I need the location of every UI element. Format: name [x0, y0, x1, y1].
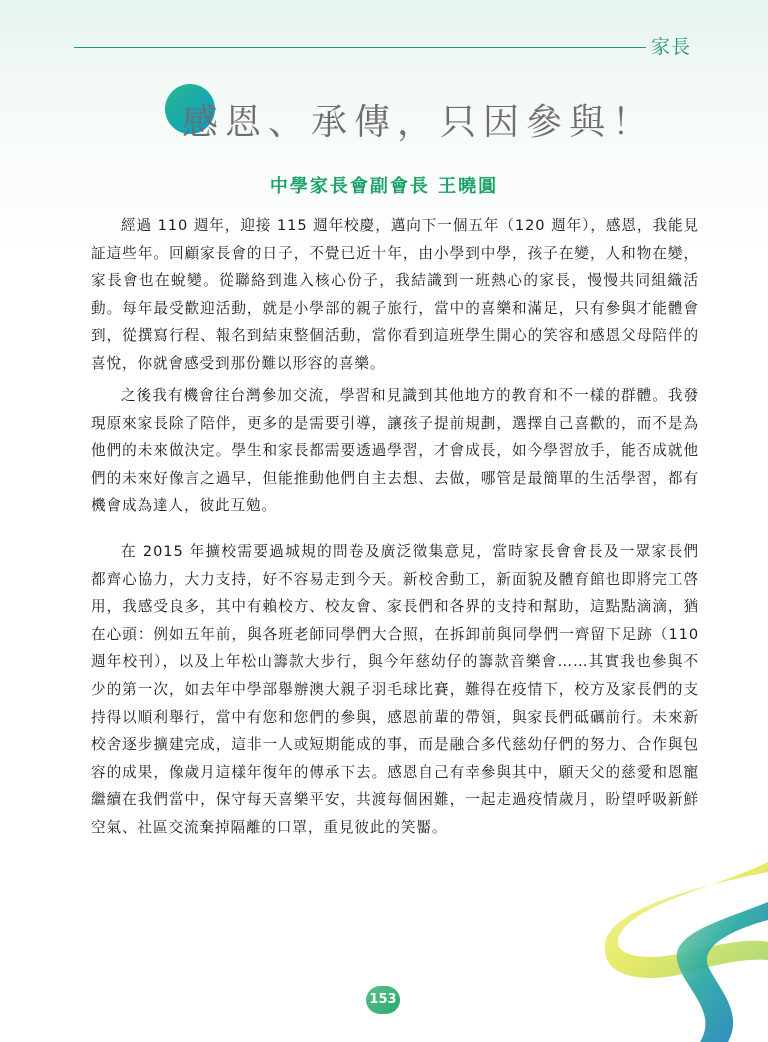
article-title: 感恩、承傳，只因參與！: [182, 102, 656, 143]
article-paragraph-2: 之後我有機會往台灣參加交流，學習和見識到其他地方的教育和不一樣的群體。我發現原來家長除了陪伴，更多的是需要引導，讓孩子提前規劃，選擇自己喜歡的，而不是為他們的未來做決定。學生和家長都需要透過學習，才會成長，如今學習放手，能否成就他們的未來好像言之過早，但能推動他們自主去想、去做，哪管是最簡單的生活學習，都有機會成為達人，彼此互勉。: [91, 387, 699, 515]
article-paragraph-3: 在 2015 年擴校需要過城規的問卷及廣泛徵集意見，當時家長會會長及一眾家長們都齊心協力，大力支持，好不容易走到今天。新校舍動工，新面貌及體育館也即將完工啓用，我感受良多，其中有賴校方、校友會、家長們和各界的支持和幫助，這點點滴滴，猶在心頭：例如五年前，與各班老師同學們大合照，在拆卸前與同學們一齊留下足跡（110 週年校刊），以及上年松山籌款大步行，與今年慈幼仔的籌款音樂會……其實我也參與不少的第一次，如去年中學部舉辦澳大親子羽毛球比賽，難得在疫情下，校方及家長們的支持得以順利舉行，當中有您和您們的參與，感恩前輩的帶領，與家長們砥礪前行。未來新校舍逐步擴建完成，這非一人或短期能成的事，而是融合多代慈幼仔們的努力、合作與包容的成果，像歲月這樣年復年的傳承下去。感恩自己有幸參與其中，願天父的慈愛和恩寵繼續在我們當中，保守每天喜樂平安，共渡每個困難，一起走過疫情歲月，盼望呼吸新鮮空氣、社區交流棄掉隔離的口罩，重見彼此的笑靨。: [91, 543, 699, 836]
header-rule: [74, 47, 646, 48]
article-author: 中學家長會副會長 王曉圓: [269, 176, 499, 197]
article-paragraph-1: 經過 110 週年，迎接 115 週年校慶，邁向下一個五年（120 週年），感恩，我能見証這些年。回顧家長會的日子，不覺已近十年，由小學到中學，孩子在變，人和物在變，家長會也在蛻變。從聯絡到進入核心份子，我結識到一班熱心的家長，慢慢共同組織活動。每年最受歡迎活動，就是小學部的親子旅行，當中的喜樂和滿足，只有參與才能體會到，從撰寫行程、報名到結束整個活動，當你看到這班學生開心的笑容和感恩父母陪伴的喜悅，你就會感受到那份難以形容的喜樂。: [91, 217, 699, 372]
decorative-ribbon: [568, 842, 768, 1042]
page-number: 153: [366, 986, 400, 1014]
section-label: 家長: [651, 36, 692, 58]
